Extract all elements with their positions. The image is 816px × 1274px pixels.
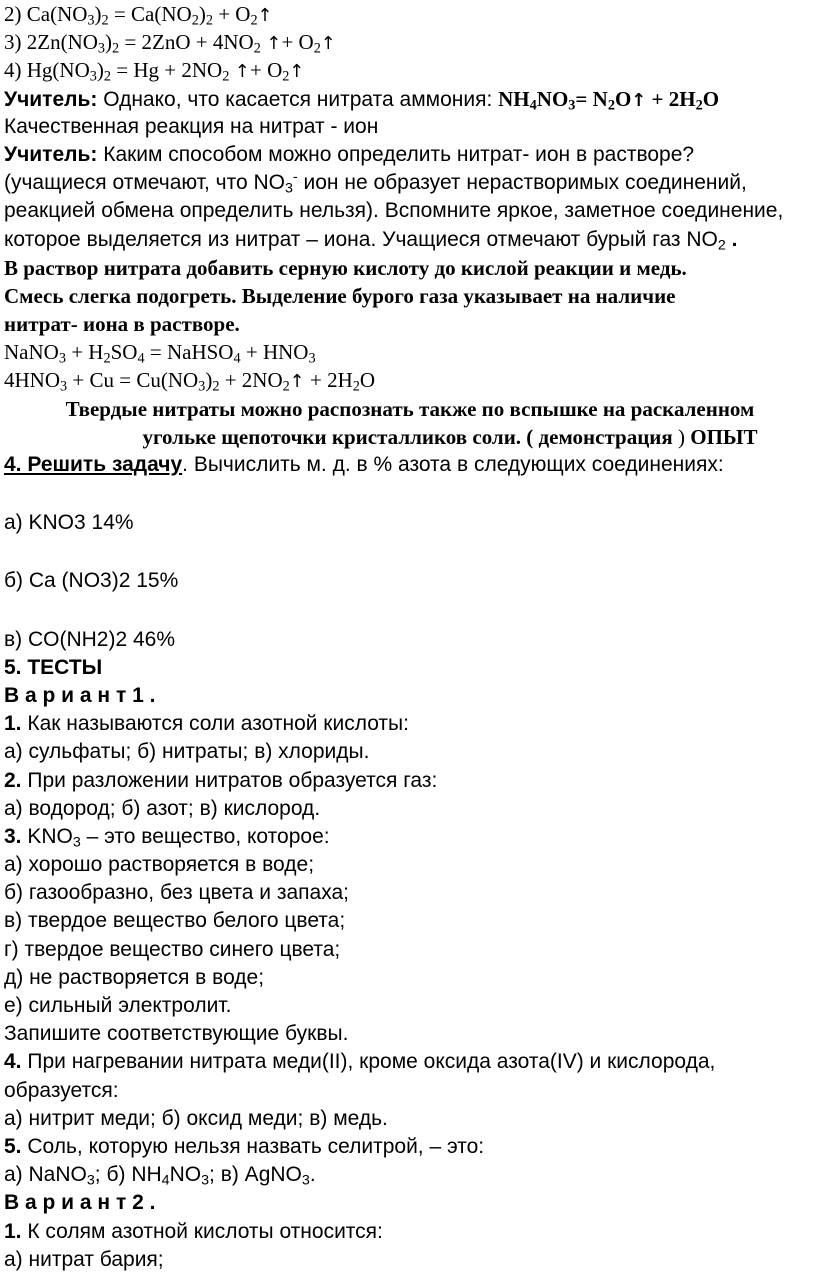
subscript: 2 — [112, 40, 120, 57]
formula-part: + O — [281, 30, 314, 55]
question-4-cont: образуется: — [4, 1078, 119, 1102]
gas-arrow-icon: ↑ — [260, 33, 282, 55]
gas-arrow-icon: ↑ — [631, 89, 647, 111]
answer-options-1: а) сульфаты; б) нитраты; в) хлориды. — [4, 740, 370, 764]
question-1: 1. Как называются соли азотной кислоты: — [4, 712, 409, 736]
question-text: Каким способом можно определить нитрат- ион в растворе? — [97, 142, 695, 166]
formula-part: = 2ZnO + 4NO — [119, 30, 254, 55]
formula-part: ) — [96, 58, 104, 83]
subscript: 2 — [253, 40, 261, 57]
instruction-line: В раствор нитрата добавить серную кислоту до кислой реакции и медь. — [4, 255, 687, 280]
section-heading-qualitative: Качественная реакция на нитрат - ион — [4, 114, 379, 138]
equation-2: $4HNO_3 + Cu = Cu(NO_3)_2$ + $2NO_2↑ + 2H_2O$ — [4, 368, 376, 395]
answer-option: е) сильный электролит. — [4, 994, 232, 1017]
paragraph-line: которое выделяется из нитрат – иона. Учащиеся отмечают бурый газ $NO_2$ . — [4, 227, 738, 254]
formula-part: + O — [249, 58, 283, 83]
subscript: 2 — [205, 12, 213, 29]
gas-arrow-icon: ↑ — [229, 61, 250, 83]
ammonium-formula: $NH_4NO_3=$ $N_2O↑ + 2H_2O$ — [498, 86, 720, 114]
speaker-label: Учитель: — [4, 142, 98, 166]
subscript: 3 — [97, 40, 106, 57]
reaction-2 — [4, 0, 816, 28]
formula-part: + O — [212, 2, 251, 26]
formula-part: ) — [198, 2, 206, 26]
task-heading — [4, 451, 816, 479]
gas-arrow-icon: ↑ — [289, 371, 305, 393]
teacher-question — [4, 141, 816, 169]
subscript: 2 — [101, 12, 109, 29]
task-item-b: б) Ca (NO3)2 15% — [4, 569, 179, 593]
answer-option: д) не растворяется в воде; — [4, 965, 265, 989]
subscript: 3 — [87, 12, 95, 29]
answer-option: г) твердое вещество синего цвета; — [4, 937, 341, 961]
gas-arrow-icon: ↑ — [289, 61, 305, 83]
reaction-number: 3) — [4, 30, 27, 55]
subscript: 2 — [191, 12, 199, 29]
reaction-number: 4) — [4, 58, 27, 83]
gas-arrow-icon: ↑ — [257, 5, 273, 26]
variant-1-heading: В а р и а н т 1 . — [4, 683, 156, 707]
subscript: 2 — [282, 68, 290, 85]
instruction-line: нитрат- иона в растворе. — [4, 312, 240, 337]
variant-2-answer-a: а) нитрат бария; — [4, 1247, 164, 1271]
paragraph-line: реакцией обмена определить нельзя). Вспомните яркое, заметное соединение, — [4, 199, 784, 223]
speaker-label: Учитель: — [4, 87, 98, 111]
task-item-a: а) KNO3 14% — [4, 511, 134, 535]
solid-nitrates-line: Твердые нитраты можно распознать также по вспышке на раскаленном — [65, 396, 755, 421]
variant-2-question-1: 1. К солям азотной кислоты относится: — [4, 1219, 383, 1243]
paragraph-line: (учащиеся отмечают, что $NO_3^-$ ион не образует нерастворимых соединений, — [4, 169, 747, 197]
tests-heading: 5. ТЕСТЫ — [4, 655, 103, 679]
formula-part: Ca(NO — [26, 2, 88, 26]
instruction-line: Смесь слегка подогреть. Выделение бурого газа указывает на наличие — [4, 283, 676, 308]
task-text: . Вычислить м. д. в % азота в следующих соединениях: — [182, 453, 724, 476]
question-2: 2. При разложении нитратов образуется газ: — [4, 768, 438, 792]
gas-arrow-icon: ↑ — [320, 33, 336, 55]
answer-options-4: а) нитрит меди; б) оксид меди; в) медь. — [4, 1106, 388, 1130]
answer-options-5: а) NaNO$_3$; б) $NH_4NO_3$; в) AgNO$_3$. — [4, 1163, 316, 1189]
question-5: 5. Соль, которую нельзя назвать селитрой, – это: — [4, 1134, 485, 1158]
subscript: 2 — [313, 40, 321, 57]
formula-part: = Ca(NO — [108, 2, 192, 26]
subscript: 3 — [89, 68, 97, 85]
subscript: 2 — [103, 68, 112, 85]
answer-option: а) хорошо растворяется в воде; — [4, 853, 315, 877]
formula-part: ) — [94, 2, 102, 26]
answer-option: б) газообразно, без цвета и запаха; — [4, 881, 349, 905]
reaction-number: 2) — [4, 2, 27, 26]
task-item-c: в) CO(NH2)2 46% — [4, 627, 176, 651]
answer-option: в) твердое вещество белого цвета; — [4, 909, 346, 933]
formula-part: 2Zn(NO — [26, 30, 98, 55]
solid-nitrates-line: угольке щепоточки кристалликов соли. ( демонстрация ) ОПЫТ — [142, 424, 758, 449]
formula-part: Hg(NO — [26, 58, 90, 83]
task-label: 4. Решить задачу — [4, 453, 183, 476]
equation-1: NaNO$_3$ + $H_2SO_4$ = NaHSO$_4$ + $HNO_3$ — [4, 340, 316, 367]
question-3: 3. $KNO_3$ – это вещество, которое: — [4, 824, 330, 851]
subscript: 2 — [250, 12, 258, 29]
remark-text: Однако, что касается нитрата аммония: — [97, 87, 499, 111]
variant-2-heading: В а р и а н т 2 . — [4, 1191, 156, 1215]
formula-part: = Hg + 2NO — [111, 58, 223, 83]
subscript: 2 — [222, 68, 230, 85]
question-4: 4. При нагревании нитрата меди(II), кроме оксида азота(IV) и кислорода, — [4, 1050, 716, 1074]
formula-part: ) — [105, 30, 113, 55]
reaction-4 — [4, 56, 816, 84]
reaction-3 — [4, 28, 816, 56]
answer-options-2: а) водород; б) азот; в) кислород. — [4, 796, 321, 820]
question-3-note: Запишите соответствующие буквы. — [4, 1022, 349, 1046]
teacher-remark-ammonium — [4, 85, 816, 113]
